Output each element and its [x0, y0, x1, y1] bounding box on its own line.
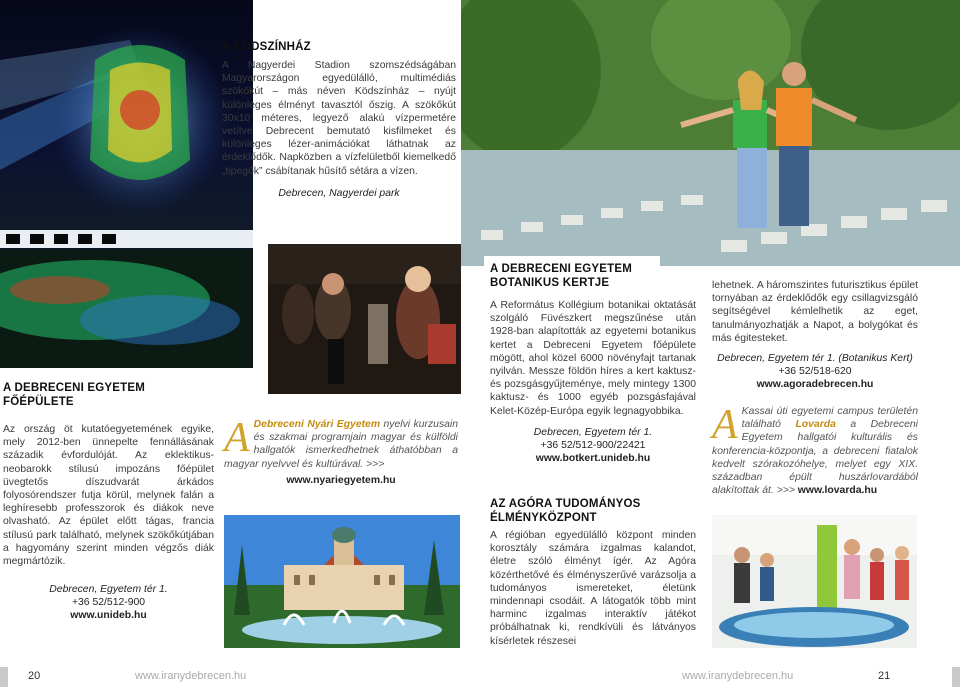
- botanic-title-box: [484, 256, 660, 294]
- main-building-title-box: [0, 375, 160, 415]
- agora-contact: [712, 352, 918, 391]
- children-exhibit-illustration: [712, 515, 917, 648]
- riding-hall-text-after: a Debreceni Egyetem hallgatói kulturális és konferencia-központja, a debreceni fiatalok kedvelt szórakozóhelye, melyet egy XIX. században épült huszárlovardából alakítottak át. >>>: [712, 419, 918, 497]
- riding-hall-text-block: [712, 402, 918, 497]
- right-footer-url[interactable]: www.iranydebrecen.hu: [682, 670, 794, 682]
- main-building-text: Az ország öt kutatóegyetemének egyike, mely 2012-ben ünnepelte fennállásának századik évfordulóját. Az eklektikus-neobarokk stílusú impozáns főépület üvegtetős díszudvarát árkádos folyosórendszer futja körül, melynek falán a leghíresebb professzorok és diákok neve olvasható. Az épület előtt tágas, francia stílusú park található, melynek szökőkútjában a hagyomány szerint minden végzős diák megmártózik.: [3, 424, 214, 568]
- main-building-title-line1: A DEBRECENI EGYETEM: [3, 382, 146, 394]
- botanic-title-line2: BOTANIKUS KERTJE: [490, 277, 610, 289]
- agora-title-line2: ÉLMÉNYKÖZPONT: [490, 512, 597, 524]
- riding-hall-dropcap: A: [712, 402, 738, 448]
- fog-theater-title: A KÖDSZÍNHÁZ: [222, 41, 311, 53]
- university-building-photo: [224, 515, 460, 648]
- agora-text: A régióban egyedülálló központ minden korosztály számára izgalmas kalandot, életre szóló élményt ígér. Az Agóra közérthetővé és élményszerűvé varázsolja a tudományos ismereteket, életünk mindennapi csodáit. A látogatók több mint harminc izgalmas interaktív játékot próbálhatnak ki, rendkívüli és látványos kísérletek részesei: [490, 530, 696, 647]
- agora-title-line1: AZ AGÓRA TUDOMÁNYOS: [490, 498, 641, 510]
- agora-continued: [712, 279, 918, 391]
- agora-section: [490, 497, 696, 648]
- fog-theater-place: Debrecen, Nagyerdei park: [278, 187, 400, 199]
- botanic-address: Debrecen, Egyetem tér 1.: [533, 426, 653, 438]
- summer-university-text: nyelvi kurzusain és szakmai programjain magyar és külföldi hallgatók ismerkedhetnek áthatóbban a magyar nyelvvel és kultúrával. >>>: [224, 419, 459, 470]
- botanic-text: A Református Kollégium botanikai oktatását szolgáló Füvészkert megszűnése után 1928-ban alapították az egyetemi botanikus kertet a Debreceni Egyetem főépülete mögött, ahol közel 6000 növényfajt tartanak nyilván. Messze földön híres a kert kaktusz- és pozsgásgyűjteménye, mely mintegy 1300 kaktusz- és 1000 egyéb pozsgásfajával Kelet-Közép-Európa egyik legnagyobbika.: [490, 300, 696, 417]
- fog-theater-text: A Nagyerdei Stadion szomszédságában Magyarországon egyedülálló, multimédiás szökőkút – más néven Ködszínház – nyújt különleges élményt tavasztól őszig. A szökőkút 30x10 méteres, legyező alakú vízpermetére vetítve Debrecent bemutató kisfilmeket és különleges lézer-animációkat láthatnak az érdeklődők. Napközben a vízfelületből kiemelkedő „tipegők” csábítanak hűsítő sétára a vízen.: [222, 60, 456, 177]
- summer-university-section: [224, 415, 459, 487]
- fog-theater-photo: [0, 0, 253, 368]
- riding-hall-section: [712, 402, 918, 497]
- botanic-contact: [490, 426, 696, 465]
- main-building-section: [0, 375, 216, 415]
- agora-web-link[interactable]: www.agoradebrecen.hu: [756, 379, 874, 391]
- main-building-address: Debrecen, Egyetem tér 1.: [49, 584, 168, 596]
- main-building-web-link[interactable]: www.unideb.hu: [70, 610, 147, 622]
- main-building-title-line2: FŐÉPÜLETE: [3, 396, 74, 408]
- building-illustration: [224, 515, 460, 648]
- botanic-title-line1: A DEBRECENI EGYETEM: [490, 263, 633, 275]
- laser-show-illustration: [0, 0, 253, 368]
- right-page-number: 21: [878, 670, 891, 682]
- summer-university-text-block: [224, 415, 459, 471]
- main-building-contact: [3, 583, 214, 622]
- riding-hall-brand: Lovarda: [795, 419, 836, 431]
- agora-photo: [712, 515, 917, 648]
- footer-right-bar: [952, 667, 960, 687]
- summer-university-brand: Debreceni Nyári Egyetem: [253, 419, 381, 430]
- riding-hall-text-before: Kassai úti egyetemi campus területén található: [741, 406, 918, 431]
- agora-phone: +36 52/518-620: [778, 366, 852, 378]
- park-walkers-illustration: [461, 0, 960, 266]
- botanic-web-link[interactable]: www.botkert.unideb.hu: [535, 452, 651, 464]
- summer-university-photo: [268, 244, 461, 394]
- audience-illustration: [268, 244, 461, 394]
- riding-hall-web-link[interactable]: www.lovarda.hu: [797, 485, 878, 497]
- footer-left-bar: [0, 667, 8, 687]
- main-building-body: [3, 423, 214, 622]
- botanic-section: [490, 299, 696, 465]
- agora-text-continued: lehetnek. A háromszintes futurisztikus épület tornyában az érdeklődők egy csillagvizsgáló segítségével kémlelhetik az eget, tanulmányozhatják a Napot, a bolygókat és más égitesteket.: [712, 280, 918, 344]
- fountain-walkers-photo: [461, 0, 960, 266]
- main-building-phone: +36 52/512-900: [71, 597, 146, 609]
- left-footer-url[interactable]: www.iranydebrecen.hu: [135, 670, 247, 682]
- agora-address: Debrecen, Egyetem tér 1. (Botanikus Kert): [717, 353, 913, 365]
- fog-theater-section: [222, 40, 456, 200]
- summer-university-web-link[interactable]: www.nyariegyetem.hu: [286, 474, 396, 486]
- summer-university-dropcap: A: [224, 415, 250, 461]
- botanic-phone: +36 52/512-900/22421: [540, 439, 646, 451]
- left-page-number: 20: [28, 670, 41, 682]
